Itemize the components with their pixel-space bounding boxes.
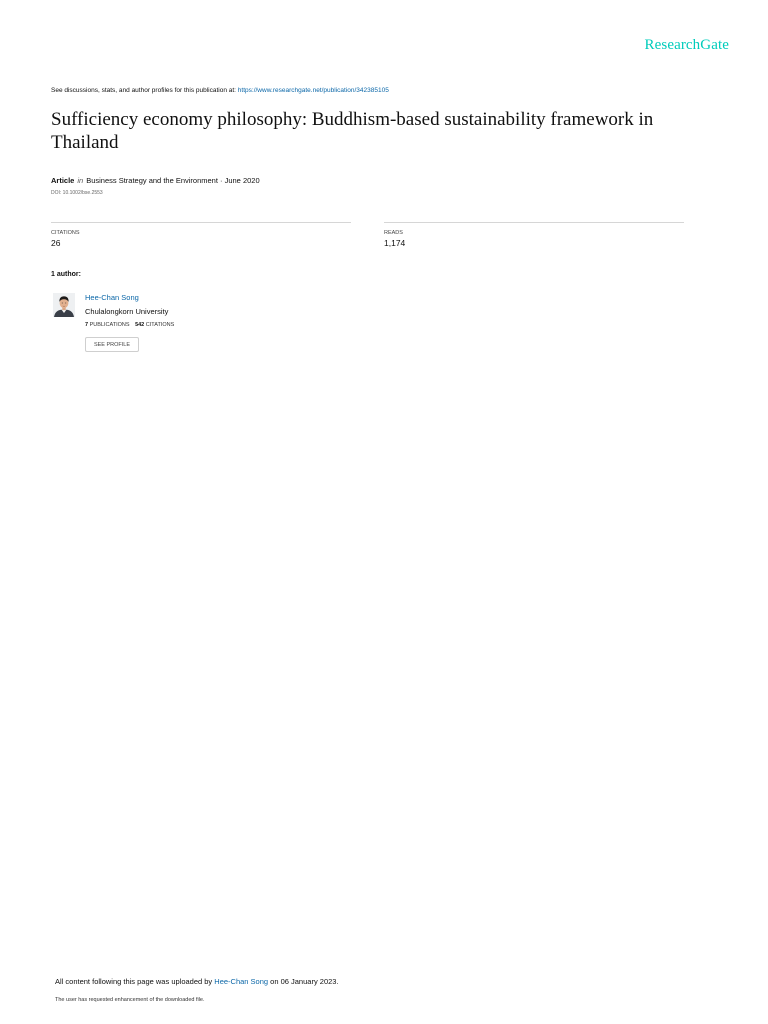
discussion-prefix: See discussions, stats, and author profiles for this publication at: — [51, 87, 238, 94]
authors-heading: 1 author: — [51, 271, 81, 278]
reads-label: READS — [384, 230, 403, 236]
author-name-link[interactable]: Hee-Chan Song — [85, 293, 139, 302]
doi: DOI: 10.1002/bse.2553 — [51, 190, 103, 196]
author-citations-label: CITATIONS — [145, 322, 175, 328]
enhancement-note: The user has requested enhancement of the downloaded file. — [55, 997, 205, 1003]
researchgate-logo[interactable]: ResearchGate — [644, 37, 729, 53]
author-publications-count: 7 — [85, 322, 89, 328]
citations-value: 26 — [51, 238, 61, 248]
discussion-line — [51, 87, 389, 94]
reads-value: 1,174 — [384, 238, 406, 248]
venue-date: Business Strategy and the Environment · June 2020 — [86, 176, 260, 185]
uploader-link[interactable]: Hee-Chan Song — [214, 977, 269, 986]
article-type: Article — [51, 176, 75, 185]
citations-stat — [51, 222, 351, 248]
in-word: in — [77, 176, 84, 185]
reads-stat — [384, 222, 684, 248]
author-citations-count: 542 — [135, 322, 145, 328]
publication-link[interactable]: https://www.researchgate.net/publication/342385105 — [237, 87, 389, 94]
publication-meta — [51, 176, 260, 185]
see-profile-button[interactable]: SEE PROFILE — [85, 337, 139, 352]
author-stats — [85, 322, 174, 328]
citations-label: CITATIONS — [51, 230, 80, 236]
upload-note — [55, 977, 339, 986]
avatar-image — [53, 293, 75, 317]
publication-title: Sufficiency economy philosophy: Buddhism-based sustainability framework in Thailand — [51, 109, 654, 153]
author-publications-label: PUBLICATIONS — [89, 322, 130, 328]
upload-suffix: on 06 January 2023. — [268, 977, 339, 986]
upload-prefix: All content following this page was uploaded by — [55, 977, 215, 986]
author-institution: Chulalongkorn University — [85, 307, 169, 316]
author-avatar[interactable] — [53, 293, 75, 317]
